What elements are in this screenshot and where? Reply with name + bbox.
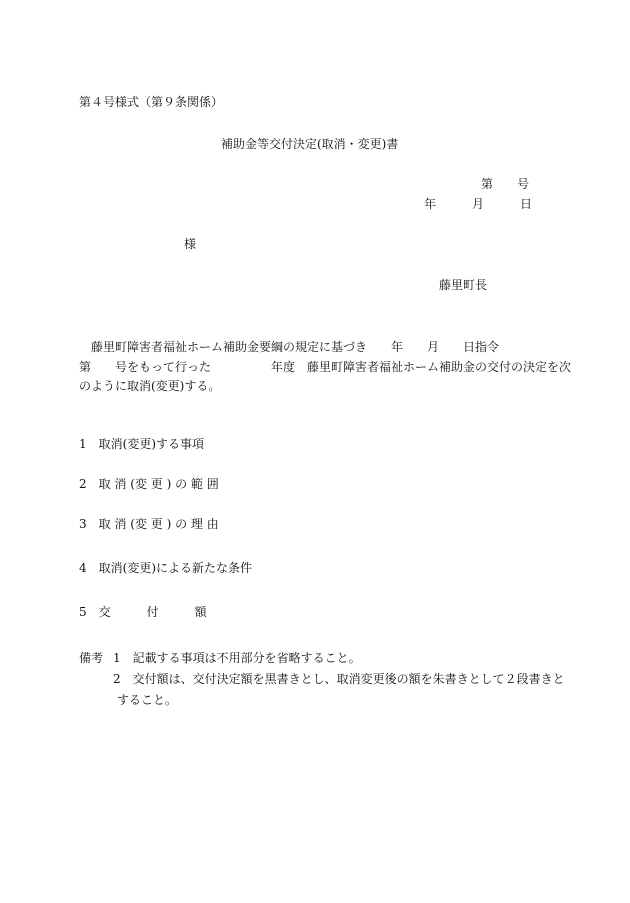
issue-date: 年 月 日 xyxy=(424,197,533,211)
body-line-1: 藤里町障害者福祉ホーム補助金要綱の規定に基づき 年 月 日指令 xyxy=(91,340,500,354)
item-2: 2 取 消 (変 更 ) の 範 囲 xyxy=(79,477,219,491)
item-5: 5 交 付 額 xyxy=(79,605,207,619)
note-2-line-2: すること。 xyxy=(117,693,178,707)
body-line-3: のように取消(変更)する。 xyxy=(79,379,221,393)
notes-label: 備考 xyxy=(79,651,104,665)
body-line-2: 第 号をもって行った 年度 藤里町障害者福祉ホーム補助金の交付の決定を次 xyxy=(79,360,572,374)
document-title: 補助金等交付決定(取消・変更)書 xyxy=(221,137,399,151)
form-label: 第４号様式（第９条関係） xyxy=(79,95,224,109)
item-4: 4 取消(変更)による新たな条件 xyxy=(79,561,252,575)
item-3: 3 取 消 (変 更 ) の 理 由 xyxy=(79,517,219,531)
addressee-suffix: 様 xyxy=(184,237,197,251)
document-number: 第 号 xyxy=(481,177,530,191)
issuer-name: 藤里町長 xyxy=(439,278,488,292)
item-1: 1 取消(変更)する事項 xyxy=(79,437,204,451)
note-1: 1 記載する事項は不用部分を省略すること。 xyxy=(113,651,361,665)
note-2-line-1: 2 交付額は、交付決定額を黒書きとし、取消変更後の額を朱書きとして２段書きと xyxy=(113,672,565,686)
